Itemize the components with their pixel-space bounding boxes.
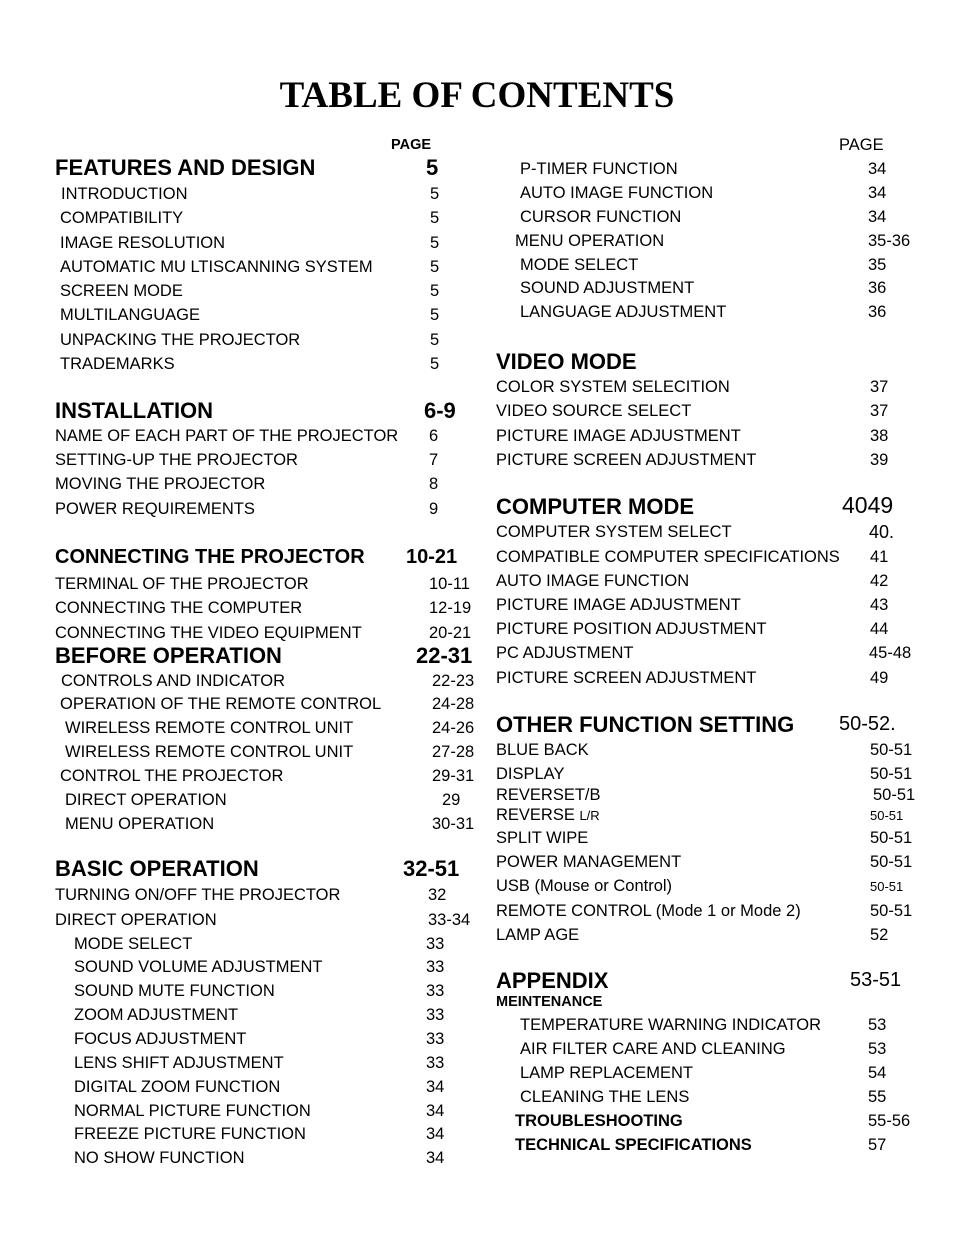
toc-entry: DISPLAY <box>496 765 565 783</box>
toc-entry: DIGITAL ZOOM FUNCTION <box>74 1078 281 1096</box>
section-heading: BEFORE OPERATION <box>55 643 282 668</box>
toc-page: 12-19 <box>429 599 472 617</box>
toc-entry: SPLIT WIPE <box>496 829 589 847</box>
toc-page: 34 <box>426 1078 445 1096</box>
toc-page: 30-31 <box>432 815 475 833</box>
toc-entry: AUTOMATIC MU LTISCANNING SYSTEM <box>60 258 373 276</box>
toc-page: 54 <box>868 1064 887 1082</box>
toc-entry: LANGUAGE ADJUSTMENT <box>520 303 727 321</box>
toc-page: 24-28 <box>432 695 475 713</box>
toc-entry: DIRECT OPERATION <box>65 791 227 809</box>
toc-entry: PICTURE SCREEN ADJUSTMENT <box>496 451 757 469</box>
toc-entry: MENU OPERATION <box>65 815 215 833</box>
subsection-heading: MEINTENANCE <box>496 994 603 1010</box>
toc-page: 33 <box>426 935 445 953</box>
page-title: TABLE OF CONTENTS <box>279 75 675 116</box>
toc-page: 50-51 <box>870 879 904 894</box>
toc-entry: INTRODUCTION <box>61 185 188 203</box>
toc-page: 33 <box>426 1054 445 1072</box>
section-heading: COMPUTER MODE <box>496 494 694 519</box>
toc-page: 42 <box>870 572 889 590</box>
toc-entry: FREEZE PICTURE FUNCTION <box>74 1125 306 1143</box>
section-heading: BASIC OPERATION <box>55 856 259 881</box>
toc-page: 36 <box>868 279 887 297</box>
toc-entry: TERMINAL OF THE PROJECTOR <box>55 575 309 593</box>
toc-entry: CONTROLS AND INDICATOR <box>61 672 285 690</box>
toc-page: 50-51 <box>870 902 913 920</box>
toc-entry: SOUND VOLUME ADJUSTMENT <box>74 958 323 976</box>
toc-page: 50-51 <box>870 853 913 871</box>
toc-page: 5 <box>430 185 440 203</box>
toc-entry: SOUND ADJUSTMENT <box>520 279 695 297</box>
toc-page: 55-56 <box>868 1112 911 1130</box>
toc-page: 33 <box>426 982 445 1000</box>
toc-page: 36 <box>868 303 887 321</box>
toc-page: 40. <box>869 522 895 542</box>
toc-page: 50-51 <box>873 786 916 804</box>
toc-entry: NO SHOW FUNCTION <box>74 1149 245 1167</box>
toc-entry: CONNECTING THE VIDEO EQUIPMENT <box>55 624 362 642</box>
toc-entry: NORMAL PICTURE FUNCTION <box>74 1102 311 1120</box>
toc-page: 53 <box>868 1040 887 1058</box>
toc-page: 6 <box>429 427 439 445</box>
toc-page: 39 <box>870 451 889 469</box>
toc-entry: WIRELESS REMOTE CONTROL UNIT <box>65 719 354 737</box>
toc-entry <box>496 807 600 824</box>
toc-page: 37 <box>870 402 889 420</box>
toc-page: 52 <box>870 926 889 944</box>
toc-page: 29-31 <box>432 767 475 785</box>
toc-entry: COMPUTER SYSTEM SELECT <box>496 523 732 541</box>
section-page: 5 <box>426 155 439 180</box>
toc-page: 57 <box>868 1136 887 1154</box>
section-heading: CONNECTING THE PROJECTOR <box>55 546 365 568</box>
toc-entry: DIRECT OPERATION <box>55 911 217 929</box>
toc-entry: MODE SELECT <box>74 935 193 953</box>
toc-page: 44 <box>870 620 889 638</box>
toc-page: 37 <box>870 378 889 396</box>
section-heading: INSTALLATION <box>55 398 214 423</box>
toc-entry: PC ADJUSTMENT <box>496 644 634 662</box>
toc-page: 55 <box>868 1088 887 1106</box>
toc-entry: REVERSET/B <box>496 786 601 804</box>
toc-entry: LAMP REPLACEMENT <box>520 1064 693 1082</box>
toc-entry: TEMPERATURE WARNING INDICATOR <box>520 1016 821 1034</box>
toc-entry: REMOTE CONTROL (Mode 1 or Mode 2) <box>496 902 801 920</box>
toc-entry: MODE SELECT <box>520 256 639 274</box>
toc-page: 5 <box>430 234 440 252</box>
toc-page: 5 <box>430 355 440 373</box>
toc-entry: AUTO IMAGE FUNCTION <box>520 184 714 202</box>
toc-page: 35-36 <box>868 232 911 250</box>
toc-entry: COMPATIBILITY <box>60 209 184 227</box>
toc-entry: IMAGE RESOLUTION <box>60 234 226 252</box>
toc-page: 34 <box>868 160 887 178</box>
page-column-header: PAGE <box>391 137 432 153</box>
toc-entry: PICTURE POSITION ADJUSTMENT <box>496 620 767 638</box>
toc-entry: USB (Mouse or Control) <box>496 877 673 895</box>
section-heading: APPENDIX <box>496 968 609 993</box>
page-column-header: PAGE <box>839 136 884 154</box>
toc-entry: SOUND MUTE FUNCTION <box>74 982 275 1000</box>
section-heading: VIDEO MODE <box>496 349 637 374</box>
toc-entry: BLUE BACK <box>496 741 589 759</box>
toc-entry: CURSOR FUNCTION <box>520 208 682 226</box>
toc-page: 34 <box>426 1102 445 1120</box>
section-heading: OTHER FUNCTION SETTING <box>496 712 795 737</box>
toc-page: 27-28 <box>432 743 475 761</box>
toc-entry: CONNECTING THE COMPUTER <box>55 599 303 617</box>
toc-page: 22-23 <box>432 672 475 690</box>
toc-page: 33 <box>426 1006 445 1024</box>
toc-entry: SETTING-UP THE PROJECTOR <box>55 451 298 469</box>
toc-page: 45-48 <box>869 644 912 662</box>
toc-page: 5 <box>430 306 440 324</box>
toc-page: 5 <box>430 209 440 227</box>
toc-page: 50-51 <box>870 829 913 847</box>
section-page: 50-52. <box>839 713 896 735</box>
toc-entry: MENU OPERATION <box>515 232 665 250</box>
toc-entry: POWER REQUIREMENTS <box>55 500 255 518</box>
toc-entry: SCREEN MODE <box>60 282 183 300</box>
toc-entry: NAME OF EACH PART OF THE PROJECTOR <box>55 427 399 445</box>
toc-page: 53 <box>868 1016 887 1034</box>
toc-entry: OPERATION OF THE REMOTE CONTROL <box>60 695 382 713</box>
section-page: 6-9 <box>424 398 456 423</box>
toc-page: 33 <box>426 958 445 976</box>
toc-page: 50-51 <box>870 741 913 759</box>
toc-entry: WIRELESS REMOTE CONTROL UNIT <box>65 743 354 761</box>
toc-page: 9 <box>429 500 439 518</box>
toc-entry: CONTROL THE PROJECTOR <box>60 767 284 785</box>
toc-entry: UNPACKING THE PROJECTOR <box>60 331 301 349</box>
section-page: 32-51 <box>403 856 460 881</box>
toc-entry: PICTURE IMAGE ADJUSTMENT <box>496 596 741 614</box>
toc-page: 34 <box>426 1149 445 1167</box>
toc-page: 50-51 <box>870 765 913 783</box>
toc-entry: MOVING THE PROJECTOR <box>55 475 266 493</box>
toc-page: 20-21 <box>429 624 472 642</box>
toc-entry: TURNING ON/OFF THE PROJECTOR <box>55 886 341 904</box>
toc-page: 32 <box>428 886 447 904</box>
toc-entry: VIDEO SOURCE SELECT <box>496 402 692 420</box>
section-page: 4049 <box>842 492 894 518</box>
toc-page: 43 <box>870 596 889 614</box>
toc-entry: PICTURE IMAGE ADJUSTMENT <box>496 427 741 445</box>
toc-entry: ZOOM ADJUSTMENT <box>74 1006 239 1024</box>
toc-page: 34 <box>868 184 887 202</box>
toc-page: 33 <box>426 1030 445 1048</box>
toc-entry: TECHNICAL SPECIFICATIONS <box>515 1136 752 1154</box>
toc-entry: POWER MANAGEMENT <box>496 853 682 871</box>
toc-page: 29 <box>442 791 461 809</box>
toc-page: 10-11 <box>429 575 470 593</box>
toc-page: 33-34 <box>428 911 471 929</box>
toc-entry: CLEANING THE LENS <box>520 1088 690 1106</box>
toc-page: 38 <box>870 427 889 445</box>
toc-entry-suffix: L/R <box>579 808 600 823</box>
toc-page: 5 <box>430 282 440 300</box>
toc-entry-label: REVERSE <box>496 806 575 824</box>
toc-entry: AIR FILTER CARE AND CLEANING <box>520 1040 786 1058</box>
toc-page: 5 <box>430 258 440 276</box>
toc-entry: TROUBLESHOOTING <box>515 1112 683 1130</box>
toc-entry: P-TIMER FUNCTION <box>520 160 678 178</box>
toc-entry: AUTO IMAGE FUNCTION <box>496 572 690 590</box>
toc-page: 41 <box>870 548 889 566</box>
toc-entry: COMPATIBLE COMPUTER SPECIFICATIONS <box>496 548 840 566</box>
section-page: 10-21 <box>406 546 458 568</box>
toc-page: 34 <box>426 1125 445 1143</box>
toc-page: 35 <box>868 256 887 274</box>
toc-page: 34 <box>868 208 887 226</box>
toc-page: 50-51 <box>870 808 904 823</box>
toc-entry: MULTILANGUAGE <box>60 306 200 324</box>
section-page: 53-51 <box>850 969 902 991</box>
toc-entry: TRADEMARKS <box>60 355 175 373</box>
toc-page: 7 <box>429 451 439 469</box>
toc-entry: FOCUS ADJUSTMENT <box>74 1030 247 1048</box>
toc-entry: LENS SHIFT ADJUSTMENT <box>74 1054 284 1072</box>
section-heading: FEATURES AND DESIGN <box>55 155 316 180</box>
toc-page: 49 <box>870 669 889 687</box>
section-page: 22-31 <box>416 643 473 668</box>
toc-page: 5 <box>430 331 440 349</box>
toc-entry: COLOR SYSTEM SELECITION <box>496 378 730 396</box>
toc-entry: LAMP AGE <box>496 926 580 944</box>
toc-entry: PICTURE SCREEN ADJUSTMENT <box>496 669 757 687</box>
toc-page: 8 <box>429 475 439 493</box>
toc-page: 24-26 <box>432 719 475 737</box>
